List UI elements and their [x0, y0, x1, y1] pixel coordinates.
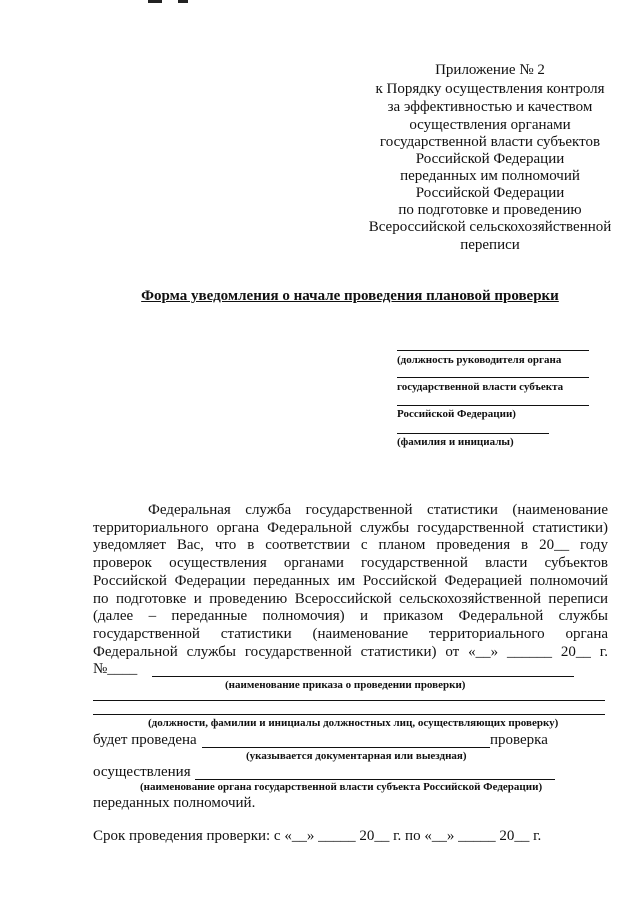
- header-line: переданных им полномочий: [400, 168, 580, 184]
- addressee-caption: государственной власти субъекта: [397, 381, 564, 393]
- will-be-label: будет проведена: [93, 732, 197, 748]
- officials-caption: (должности, фамилии и инициалы должностных лиц, осуществляющих проверку): [148, 717, 559, 729]
- paragraph-line: по подготовке и проведению Всероссийской сельскохозяйственной переписи: [93, 590, 608, 607]
- implementation-label: осуществления: [93, 764, 191, 780]
- addressee-caption: Российской Федерации): [397, 408, 516, 420]
- form-title: Форма уведомления о начале проведения плановой проверки: [141, 288, 559, 304]
- scan-mark: [178, 0, 188, 3]
- scan-mark: [148, 0, 162, 3]
- header-line: Российской Федерации: [415, 185, 565, 201]
- organ-caption: (наименование органа государственной власти субъекта Российской Федерации): [140, 781, 543, 793]
- officials-line: [93, 700, 605, 701]
- officials-line: [93, 714, 605, 715]
- fill-line: [397, 433, 549, 434]
- header-line: Всероссийской сельскохозяйственной: [368, 219, 612, 235]
- paragraph-line: проверок осуществления органами государственной власти субъектов: [93, 555, 608, 572]
- paragraph-line: уведомляет Вас, что в соответствии с планом проведения в 20__ году: [93, 537, 608, 554]
- order-name-line: [152, 676, 574, 677]
- header-line: к Порядку осуществления контроля: [375, 81, 605, 97]
- paragraph-line: Федеральная служба государственной статистики (наименование: [148, 502, 608, 518]
- header-line: за эффективностью и качеством: [387, 99, 593, 115]
- addressee-caption: (должность руководителя органа: [397, 354, 562, 366]
- fill-line: [397, 350, 589, 351]
- fill-line: [397, 377, 589, 378]
- header-line: Российской Федерации: [415, 151, 565, 167]
- order-caption: (наименование приказа о проведении проверки): [225, 679, 466, 691]
- check-label: проверка: [490, 732, 548, 748]
- paragraph-line: Российской Федерации переданных им Российской Федерацией полномочий: [93, 572, 608, 589]
- header-line: Приложение № 2: [435, 62, 545, 78]
- header-line: переписи: [460, 237, 520, 253]
- notice-paragraph: [93, 502, 608, 661]
- fill-line: [397, 405, 589, 406]
- paragraph-line: государственной статистики (наименование территориального органа: [93, 625, 608, 642]
- paragraph-line: территориального органа Федеральной службы государственной статистики): [93, 519, 608, 536]
- header-line: по подготовке и проведению: [398, 202, 582, 218]
- order-number-label: №____: [93, 661, 138, 677]
- transferred-label: переданных полномочий.: [93, 795, 256, 811]
- organ-line: [195, 779, 555, 780]
- header-line: государственной власти субъектов: [379, 134, 601, 150]
- header-line: осуществления органами: [409, 117, 571, 133]
- term-line: Срок проведения проверки: с «__» _____ 20__ г. по «__» _____ 20__ г.: [93, 828, 542, 844]
- paragraph-line: Федеральной службы государственной статистики) от «__» ______ 20__ г.: [93, 643, 608, 660]
- addressee-caption: (фамилия и инициалы): [397, 436, 514, 448]
- type-caption: (указывается документарная или выездная): [246, 750, 467, 762]
- paragraph-line: (далее – переданные полномочия) и приказом Федеральной службы: [93, 608, 608, 625]
- check-type-line: [202, 747, 490, 748]
